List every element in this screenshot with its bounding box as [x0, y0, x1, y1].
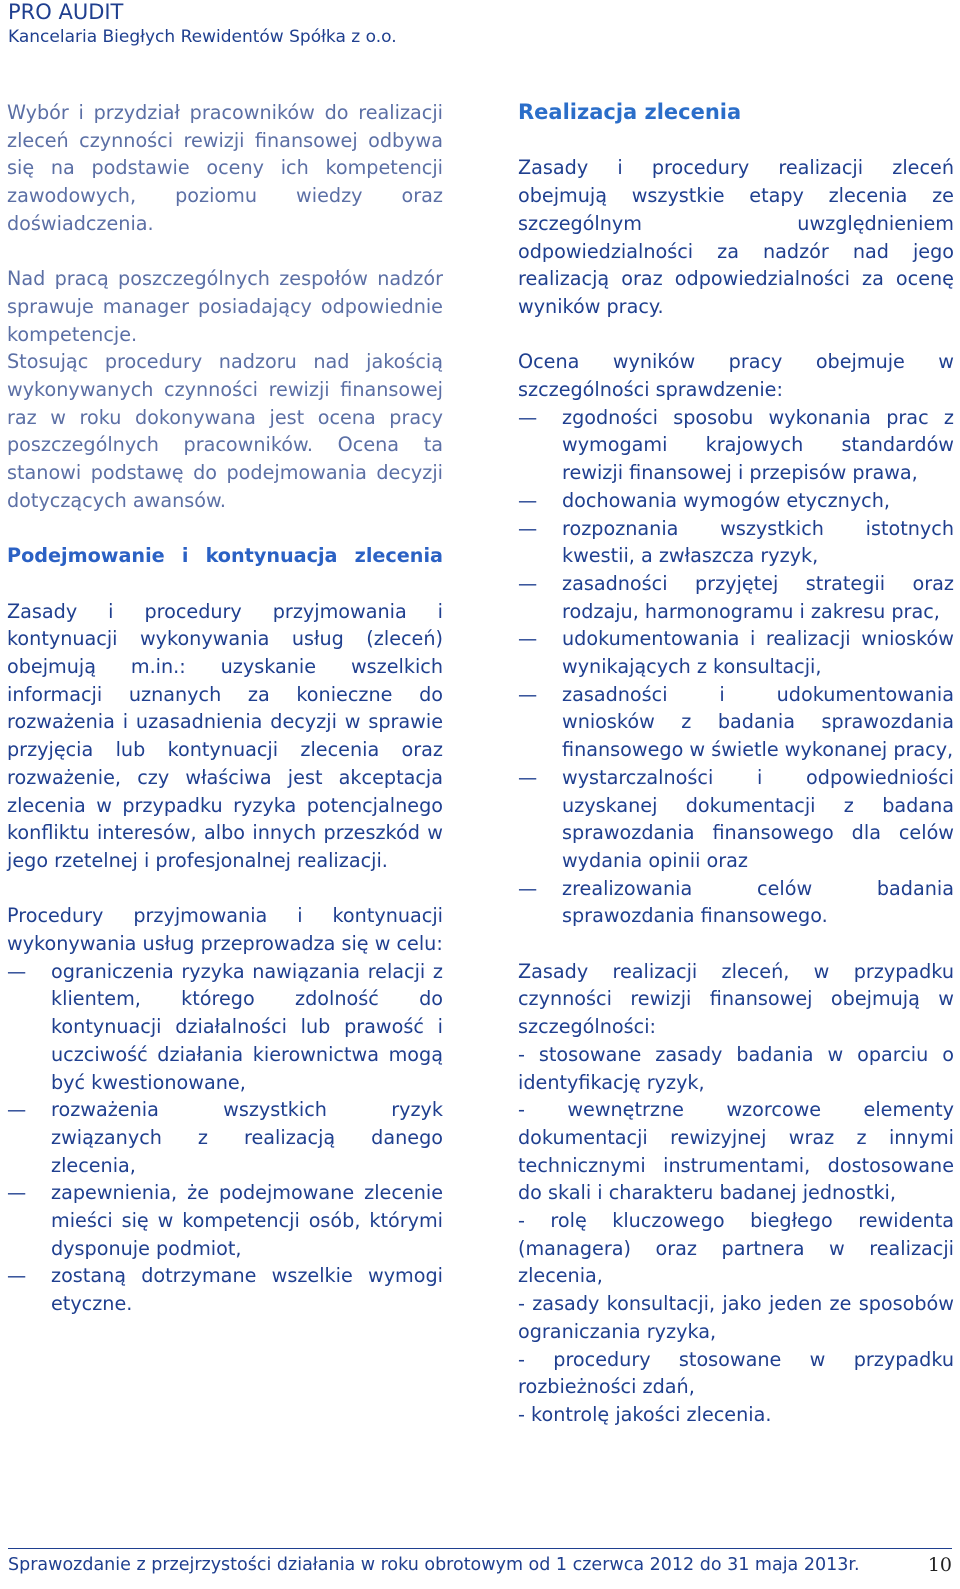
right-item-1: - stosowane zasady badania w oparciu o identyfikację ryzyk, [518, 1042, 954, 1094]
list-item: — zrealizowania celów badania sprawozdania finansowego. [518, 876, 954, 928]
dash-icon: — [518, 682, 538, 706]
right-column [518, 99, 954, 1429]
left-paragraph-5: Procedury przyjmowania i kontynuacji wykonywania usług przeprowadza się w celu: [7, 904, 443, 956]
left-dash-list [7, 958, 443, 1318]
right-item-6: - kontrolę jakości zlecenia. [518, 1403, 772, 1426]
dash-icon: — [518, 571, 538, 595]
page-footer [8, 1553, 952, 1577]
list-item: — zostaną dotrzymane wszelkie wymogi etyczne. [7, 1264, 443, 1316]
right-dash-list [518, 404, 954, 930]
list-item: — ograniczenia ryzyka nawiązania relacji z klientem, którego zdolność do kontynuacji działalności lub prawość i uczciwość działania kierownictwa mogą być kwestionowane, [7, 959, 443, 1094]
page-header [8, 0, 397, 48]
list-item: — zasadności i udokumentowania wniosków z badania sprawozdania finansowego w świetle wykonanej pracy, [518, 682, 954, 762]
list-item: — zasadności przyjętej strategii oraz rodzaju, harmonogramu i zakresu prac, [518, 571, 954, 623]
list-item: — wystarczalności i odpowiedniości uzyskanej dokumentacji z badana sprawozdania finansowego dla celów wydania opinii oraz [518, 765, 954, 872]
company-subtitle: Kancelaria Biegłych Rewidentów Spółka z o.o. [8, 27, 397, 47]
page-number: 10 [927, 1554, 952, 1576]
left-column [7, 99, 443, 1318]
right-paragraph-3: Zasady realizacji zleceń, w przypadku czynności rewizji finansowej obejmują w szczególności: [518, 959, 954, 1039]
right-item-4: - zasady konsultacji, jako jeden ze sposobów ograniczania ryzyka, [518, 1292, 954, 1343]
list-item: — rozważenia wszystkich ryzyk związanych z realizacją danego zlecenia, [7, 1098, 443, 1177]
dash-icon: — [7, 959, 27, 983]
list-item: — udokumentowania i realizacji wniosków wynikających z konsultacji, [518, 627, 954, 679]
list-item: — dochowania wymogów etycznych, [518, 487, 954, 515]
dash-icon: — [518, 627, 538, 651]
left-paragraph-3: Stosując procedury nadzoru nad jakością wykonywanych czynności rewizji finansowej raz w roku dokonywana jest ocena pracy poszczególnych pracowników. Ocena ta stanowi podstawę do podejmowania decyzji dotyczących awansów. [7, 350, 443, 512]
footer-text: Sprawozdanie z przejrzystości działania w roku obrotowym od 1 czerwca 2012 do 31 maja 2013r. [8, 1555, 860, 1575]
list-item: — zgodności sposobu wykonania prac z wymogami krajowych standardów rewizji finansowej i przepisów prawa, [518, 405, 954, 485]
right-paragraph-1: Zasady i procedury realizacji zleceń obejmują wszystkie etapy zlecenia ze szczególnym uwzględnieniem odpowiedzialności za nadzór nad jego realizacją oraz odpowiedzialności za ocenę wyników pracy. [518, 156, 954, 318]
list-item: — zapewnienia, że podejmowane zlecenie mieści się w kompetencji osób, którymi dysponuje podmiot, [7, 1181, 443, 1260]
dash-icon: — [518, 765, 538, 789]
dash-icon: — [518, 405, 538, 429]
right-paragraph-2: Ocena wyników pracy obejmuje w szczególności sprawdzenie: [518, 350, 954, 401]
left-paragraph-4: Zasady i procedury przyjmowania i kontynuacji wykonywania usług (zleceń) obejmują m.in.: uzyskanie wszelkich informacji uznanych za konieczne do rozważenia i uzasadnienia decyzji w sprawie przyjęcia lub kontynuacji zlecenia oraz rozważenie, czy właściwa jest akceptacja zlecenia w przypadku ryzyka potencjalnego konfliktu interesów, albo innych przeszkód w jego rzetelnej i profesjonalnej realizacji. [7, 599, 443, 872]
right-item-5: - procedury stosowane w przypadku rozbieżności zdań, [518, 1347, 954, 1399]
left-paragraph-2: Nad pracą poszczególnych zespołów nadzór sprawuje manager posiadający odpowiednie kompetencje. [7, 267, 443, 346]
left-paragraph-1: Wybór i przydział pracowników do realizacji zleceń czynności rewizji finansowej odbywa się na podstawie oceny ich kompetencji zawodowych, poziomu wiedzy oraz doświadczenia. [7, 101, 443, 235]
dash-icon: — [7, 1098, 27, 1122]
dash-icon: — [518, 876, 538, 900]
dash-icon: — [518, 516, 538, 540]
list-item: — rozpoznania wszystkich istotnych kwestii, a zwłaszcza ryzyk, [518, 516, 954, 568]
dash-icon: — [7, 1264, 27, 1288]
right-item-3: - rolę kluczowego biegłego rewidenta (managera) oraz partnera w realizacji zlecenia, [518, 1209, 954, 1288]
right-item-2: - wewnętrzne wzorcowe elementy dokumentacji rewizyjnej wraz z innymi technicznymi instrumentami, dostosowane do skali i charakteru badanej jednostki, [518, 1098, 954, 1205]
dash-icon: — [7, 1181, 27, 1205]
dash-icon: — [518, 488, 538, 512]
section-heading-realizacja: Realizacja zlecenia [518, 100, 742, 124]
footer-divider [8, 1548, 952, 1549]
company-name: PRO AUDIT [8, 0, 124, 24]
section-heading-podejmowanie: Podejmowanie i kontynuacja zlecenia [7, 544, 443, 568]
